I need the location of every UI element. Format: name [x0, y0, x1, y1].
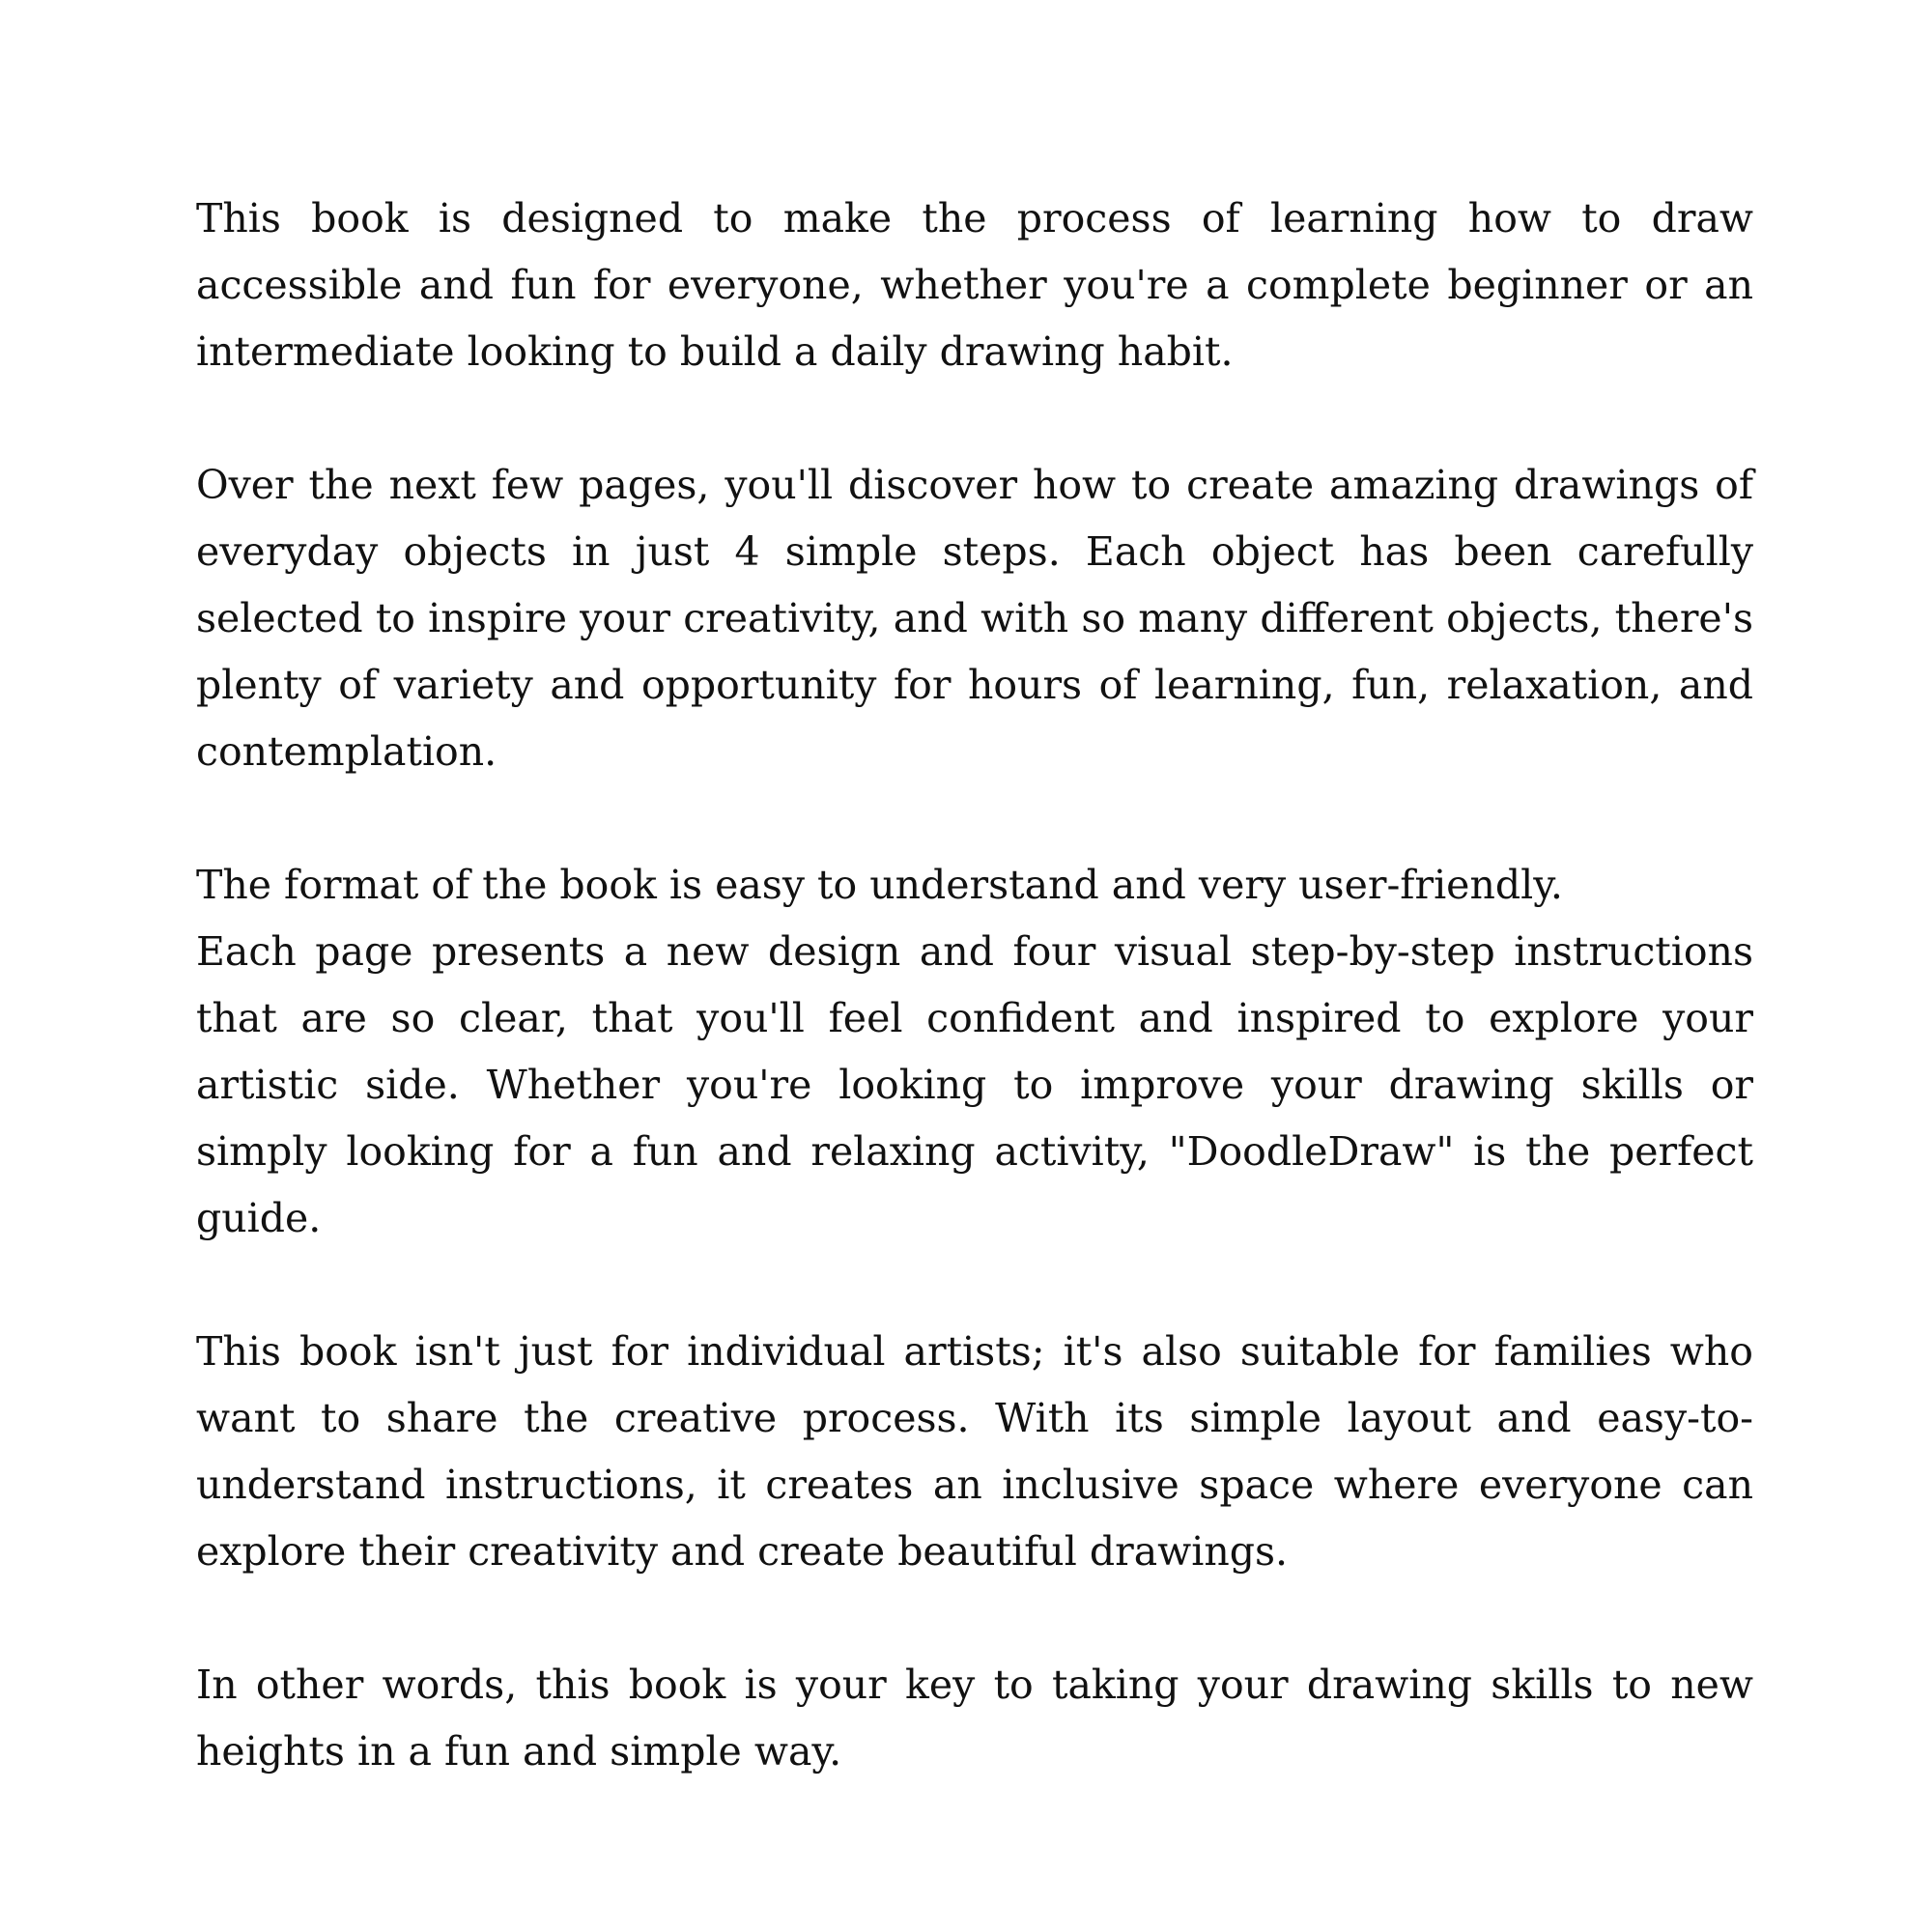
paragraph-conclusion: In other words, this book is your key to taking your drawing skills to new heights in a fun and simple way. — [196, 1662, 1753, 1775]
paragraph-families: This book isn't just for individual artists; it's also suitable for families who want to share the creative process. With its simple layout and easy-to-understand instructions, it creates an inclusive space where everyone can explore their creativity and create beautiful drawings. — [196, 1328, 1753, 1575]
document-text — [196, 185, 1753, 1785]
paragraph-everyday-objects: Over the next few pages, you'll discover how to create amazing drawings of everyday objects in just 4 simple steps. Each object has been carefully selected to inspire your creativity, and with so many different objects, there's plenty of variety and opportunity for hours of learning, fun, relaxation, and contemplation. — [196, 462, 1753, 775]
paragraph-intro: This book is designed to make the process of learning how to draw accessible and fun for everyone, whether you're a complete beginner or an intermediate looking to build a daily drawing habit. — [196, 195, 1753, 375]
paragraph-format: The format of the book is easy to understand and very user-friendly. Each page presents a new design and four visual step-by-step instructions that are so clear, that you'll feel confident and inspired to explore your artistic side. Whether you're looking to improve your drawing skills or simply looking for a fun and relaxing activity, "DoodleDraw" is the perfect guide. — [196, 862, 1753, 1241]
